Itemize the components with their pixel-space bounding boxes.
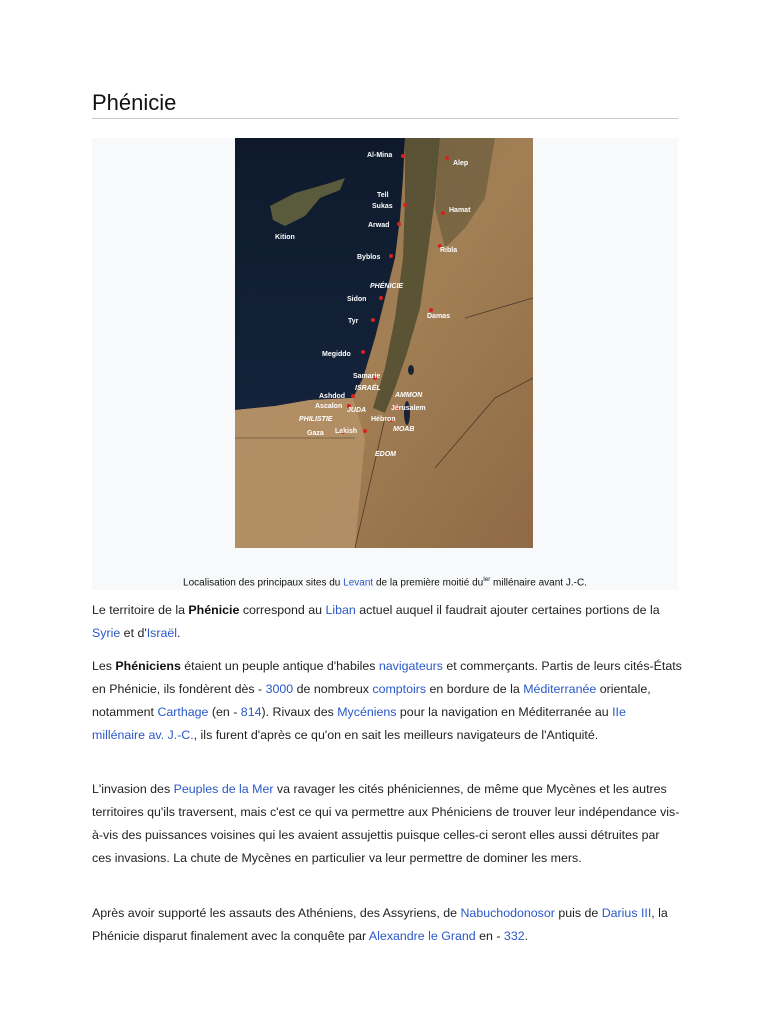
paragraph-2: Les Phéniciens étaient un peuple antique d'habiles navigateurs et commerçants. Partis de leurs cités-États en Phénicie, ils fondèrent dès - 3000 de nombreux comptoirs en bordure de la Méditerranée orientale, notamment Carthage (en - 814). Rivaux des Mycéniens pour la navigation en Méditerranée au IIe millénaire av. J.-C., ils furent d'après ce qu'on en sait les meilleurs navigateurs de l'Antiquité. xyxy=(92,659,682,742)
link-liban[interactable]: Liban xyxy=(325,603,356,617)
map-label-ashdod: Ashdod xyxy=(319,393,346,400)
map-label-samarie: Samarie xyxy=(353,373,381,380)
map-label-sukas: Sukas xyxy=(372,203,393,210)
map-label-edom: EDOM xyxy=(375,451,396,458)
map-label-philistie: PHILISTIE xyxy=(299,416,333,423)
caption-text: de la première moitié du xyxy=(373,577,484,589)
caption-text: Localisation des principaux sites du xyxy=(183,577,344,589)
map-label-phenicie: PHÉNICIE xyxy=(370,283,404,290)
map-label-sidon: Sidon xyxy=(347,296,367,303)
link-israel[interactable]: Israël xyxy=(146,626,178,640)
figure-caption xyxy=(92,577,678,588)
map-label-ammon: AMMON xyxy=(395,392,423,399)
link-nabuchodonosor[interactable]: Nabuchodonosor xyxy=(460,906,555,920)
map-label-ascalon: Ascalon xyxy=(315,403,343,410)
map-label-gaza: Gaza xyxy=(307,430,324,437)
caption-sup: Ier xyxy=(483,577,491,583)
caption-text: millénaire avant J.-C. xyxy=(490,577,587,589)
map-label-al-mina: Al-Mina xyxy=(367,152,393,159)
link-myceniens[interactable]: Mycéniens xyxy=(337,705,397,719)
link-carthage[interactable]: Carthage xyxy=(157,705,209,719)
map-label-jerusalem: Jérusalem xyxy=(391,405,426,412)
link-alexandre-le-grand[interactable]: Alexandre le Grand xyxy=(368,929,476,943)
link-814[interactable]: 814 xyxy=(240,705,262,719)
map-label-arwad: Arwad xyxy=(368,222,390,229)
link-peuples-de-la-mer[interactable]: Peuples de la Mer xyxy=(173,782,274,796)
map-label-megiddo: Megiddo xyxy=(322,351,351,358)
paragraph-4: Après avoir supporté les assauts des Athéniens, des Assyriens, de Nabuchodonosor puis de Darius III, la Phénicie disparut finalement avec la conquête par Alexandre le Grand en - 332. xyxy=(92,906,668,943)
link-navigateurs[interactable]: navigateurs xyxy=(378,659,443,673)
link-iie-millenaire[interactable]: IIe millénaire av. J.-C. xyxy=(92,705,626,742)
link-mediterranee[interactable]: Méditerranée xyxy=(523,682,597,696)
link-darius-iii[interactable]: Darius III xyxy=(601,906,652,920)
link-syrie[interactable]: Syrie xyxy=(92,626,121,640)
map-label-alep: Alep xyxy=(453,160,469,167)
map-label-israel: ISRAËL xyxy=(355,385,381,392)
map-label-hamat: Hamat xyxy=(449,207,471,214)
map-label-moab: MOAB xyxy=(393,426,415,433)
page-title: Phénicie xyxy=(92,90,678,119)
map-label-byblos: Byblos xyxy=(357,254,381,261)
map-label-tyr: Tyr xyxy=(348,318,359,325)
map-label-damas: Damas xyxy=(427,313,450,320)
map-image xyxy=(235,138,533,548)
link-comptoirs[interactable]: comptoirs xyxy=(372,682,427,696)
map-label-juda: JUDA xyxy=(347,407,367,414)
map-label-lakish: Lakish xyxy=(335,428,358,435)
link-3000[interactable]: 3000 xyxy=(265,682,294,696)
map-label-ribla: Ribla xyxy=(440,247,458,254)
paragraph-3: L'invasion des Peuples de la Mer va ravager les cités phéniciennes, de même que Mycènes et les autres territoires qu'ils traversent, mais c'est ce qui va permettre aux Phéniciens de trouver leur indépendance vis-à-vis des puissances voisines qui les avaient assujettis puisque celles-ci seront elles aussi détruites par ces invasions. La chute de Mycènes en particulier va leur permettre de dominer les mers. xyxy=(92,782,680,865)
map-label-kition: Kition xyxy=(275,234,295,241)
map-label-tell: Tell xyxy=(377,192,389,199)
figure xyxy=(92,138,678,590)
paragraph-1: Le territoire de la Phénicie correspond au Liban actuel auquel il faudrait ajouter certaines portions de la Syrie et d'Israël. xyxy=(92,603,660,640)
link-332[interactable]: 332 xyxy=(503,929,525,943)
link-levant[interactable]: Levant xyxy=(343,577,374,589)
map-label-hebron: Hébron xyxy=(371,416,396,423)
